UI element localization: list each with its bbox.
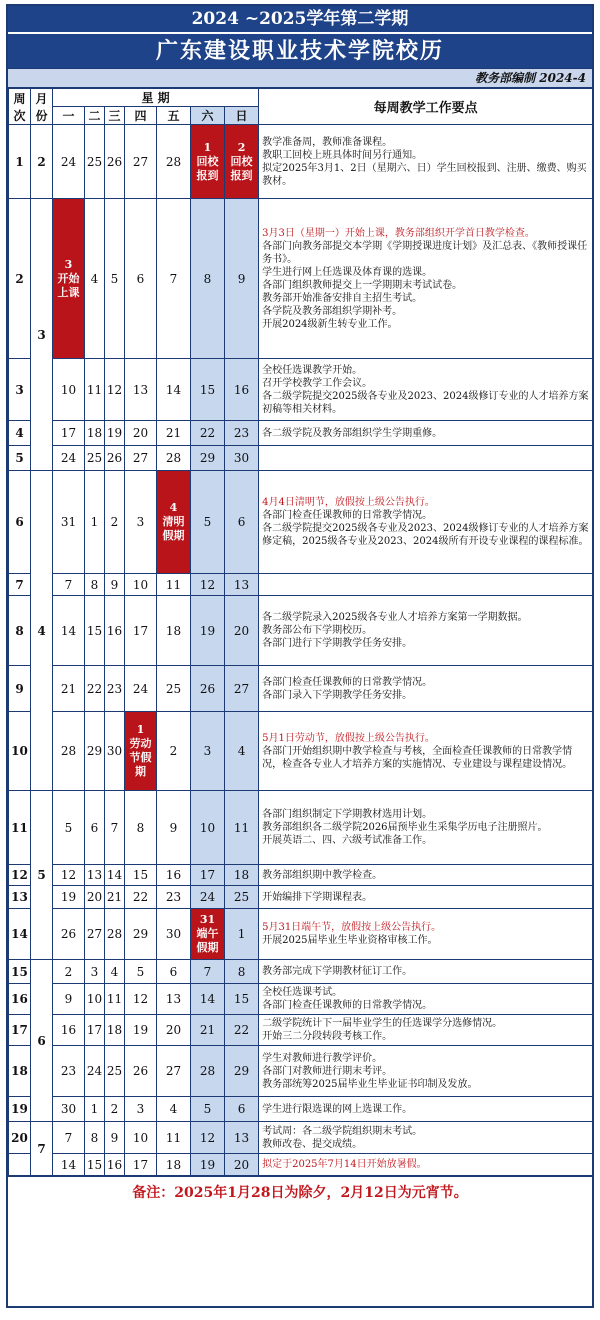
note-line: 各部门组织制定下学期教材选用计划。: [262, 809, 433, 820]
note-line: 教职工回校上班具体时间另行通知。: [262, 149, 423, 161]
semester-title: 2024 ~2025学年第二学期: [8, 6, 592, 34]
week-row: [9, 960, 593, 984]
note-line: 各部门进行下学期教学任务安排。: [262, 638, 413, 649]
note-line: 学生进行网上任选课及体育课的选课。: [262, 266, 433, 278]
week-notes: [259, 199, 593, 359]
week-notes: [259, 1097, 593, 1122]
week-row: [9, 125, 593, 199]
day-cell: 9: [157, 791, 191, 865]
week-row: [9, 865, 593, 886]
week-notes: [259, 574, 593, 596]
month-header: 月份: [31, 89, 53, 125]
note-line: 开始三二分段转段考核工作。: [262, 1031, 393, 1042]
day-cell: 8: [125, 791, 157, 865]
day-cell: 20: [125, 421, 157, 446]
note-line: 各部门录入下学期教学任务安排。: [262, 689, 413, 701]
day-cell: 28: [53, 712, 85, 791]
week-notes: [259, 712, 593, 791]
day-cell: 15: [191, 359, 225, 421]
note-line: 拟定2025年3月1、2日（星期六、日）学生回校报到、注册、缴费、购买教材。: [262, 162, 587, 187]
day-cell: 19: [105, 421, 125, 446]
day-cell: 23: [53, 1046, 85, 1097]
holiday-cell: 4 清明 假期: [157, 471, 191, 574]
day-cell: 14: [191, 984, 225, 1015]
day-cell: 8: [85, 1122, 105, 1154]
week-notes: [259, 1015, 593, 1046]
day-cell: 16: [225, 359, 259, 421]
day-cell: 22: [125, 886, 157, 909]
week-notes: [259, 1122, 593, 1154]
day-cell: 24: [125, 666, 157, 712]
day-cell: 6: [225, 471, 259, 574]
day-cell: 11: [157, 1122, 191, 1154]
note-line: 教务部组织各二级学院2026届预毕业生采集学历电子注册照片。: [262, 822, 548, 833]
day-cell: 30: [157, 909, 191, 960]
day-cell: 31: [53, 471, 85, 574]
day-cell: 28: [157, 125, 191, 199]
week-row: [9, 1154, 593, 1176]
weekday-header-6: 六: [191, 107, 225, 125]
day-cell: 15: [125, 865, 157, 886]
week-number: 6: [9, 471, 31, 574]
day-cell: 19: [53, 886, 85, 909]
note-line: 开展2024级新生转专业工作。: [262, 318, 398, 330]
day-cell: 11: [85, 359, 105, 421]
week-number: 10: [9, 712, 31, 791]
page-title: 广东建设职业技术学院校历: [8, 34, 592, 68]
note-line: 各部门检查任课教师的日常教学情况。: [262, 510, 433, 521]
week-row: [9, 1122, 593, 1154]
day-cell: 10: [85, 984, 105, 1015]
week-row: [9, 712, 593, 791]
note-line: 教务部公布下学期校历。: [262, 625, 373, 636]
note-line: 教务部完成下学期教材征订工作。: [262, 966, 413, 977]
day-cell: 23: [225, 421, 259, 446]
weekday-header-7: 日: [225, 107, 259, 125]
day-cell: 20: [157, 1015, 191, 1046]
day-cell: 19: [191, 596, 225, 666]
day-cell: 16: [105, 1154, 125, 1176]
week-number: 14: [9, 909, 31, 960]
day-cell: 18: [157, 1154, 191, 1176]
week-row: [9, 359, 593, 421]
day-cell: 21: [157, 421, 191, 446]
day-cell: 4: [85, 199, 105, 359]
week-notes: [259, 886, 593, 909]
day-cell: 12: [191, 574, 225, 596]
week-row: [9, 421, 593, 446]
week-number: 19: [9, 1097, 31, 1122]
day-cell: 10: [53, 359, 85, 421]
week-notes: [259, 596, 593, 666]
day-cell: 6: [125, 199, 157, 359]
day-cell: 28: [191, 1046, 225, 1097]
note-line: 开展英语二、四、六级考试准备工作。: [262, 835, 433, 846]
day-cell: 11: [225, 791, 259, 865]
day-cell: 7: [53, 1122, 85, 1154]
day-cell: 26: [53, 909, 85, 960]
note-line: 全校任选课教学开始。: [262, 364, 363, 376]
week-number: 13: [9, 886, 31, 909]
note-line: 考试周：各二级学院组织期末考试。: [262, 1125, 423, 1137]
note-line: 教师改卷、提交成绩。: [262, 1138, 363, 1150]
week-notes: [259, 909, 593, 960]
note-line: 各二级学院录入2025级各专业人才培养方案第一学期数据。: [262, 612, 528, 623]
day-cell: 15: [85, 596, 105, 666]
day-cell: 12: [53, 865, 85, 886]
week-row: [9, 596, 593, 666]
notes-header: 每周教学工作要点: [259, 89, 593, 125]
day-cell: 22: [85, 666, 105, 712]
day-cell: 5: [125, 960, 157, 984]
note-line: 开展2025届毕业生毕业资格审核工作。: [262, 935, 438, 946]
day-cell: 13: [225, 574, 259, 596]
day-cell: 14: [157, 359, 191, 421]
day-cell: 17: [125, 596, 157, 666]
week-notes: [259, 471, 593, 574]
weekday-group-header: 星 期: [53, 89, 259, 107]
day-cell: 15: [85, 1154, 105, 1176]
note-line: 各学院及教务部组织学期补考。: [262, 305, 403, 317]
week-number: 7: [9, 574, 31, 596]
weekday-header-2: 二: [85, 107, 105, 125]
day-cell: 17: [53, 421, 85, 446]
day-cell: 29: [85, 712, 105, 791]
day-cell: 22: [225, 1015, 259, 1046]
week-number: 16: [9, 984, 31, 1015]
day-cell: 18: [225, 865, 259, 886]
week-notes: [259, 666, 593, 712]
week-row: [9, 199, 593, 359]
week-row: [9, 791, 593, 865]
note-line: 5月1日劳动节，放假按上级公告执行。: [262, 732, 435, 744]
day-cell: 6: [157, 960, 191, 984]
month-cell: 5: [31, 791, 53, 960]
day-cell: 30: [225, 446, 259, 471]
day-cell: 1: [85, 471, 105, 574]
day-cell: 13: [157, 984, 191, 1015]
day-cell: 4: [225, 712, 259, 791]
day-cell: 30: [105, 712, 125, 791]
day-cell: 18: [105, 1015, 125, 1046]
day-cell: 6: [225, 1097, 259, 1122]
week-notes: [259, 865, 593, 886]
day-cell: 5: [191, 471, 225, 574]
day-cell: 12: [191, 1122, 225, 1154]
day-cell: 8: [225, 960, 259, 984]
week-notes: [259, 446, 593, 471]
day-cell: 17: [85, 1015, 105, 1046]
week-number: [9, 1154, 31, 1176]
calendar-table: [8, 88, 593, 1176]
week-notes: [259, 791, 593, 865]
day-cell: 23: [157, 886, 191, 909]
week-number: 11: [9, 791, 31, 865]
note-line: 教务部开始准备安排自主招生考试。: [262, 292, 423, 304]
week-row: [9, 984, 593, 1015]
holiday-cell: 1 回校 报到: [191, 125, 225, 199]
holiday-cell: 3 开始 上课: [53, 199, 85, 359]
day-cell: 3: [125, 1097, 157, 1122]
month-cell: 7: [31, 1122, 53, 1176]
note-line: 各部门开始组织期中教学检查与考核，全面检查任课教师的日常教学情况，检查各专业人才培养方案的实施情况、专业建设与课程建设情况。: [262, 745, 573, 770]
note-line: 各部门检查任课教师的日常教学情况。: [262, 1000, 433, 1011]
day-cell: 27: [125, 446, 157, 471]
note-line: 二级学院统计下一届毕业学生的任选课学分选修情况。: [262, 1018, 503, 1029]
month-cell: 3: [31, 199, 53, 471]
day-cell: 20: [225, 596, 259, 666]
editor-label: 教务部编制 2024-4: [8, 68, 592, 88]
note-line: 各部门组织教师提交上一学期期末考试试卷。: [262, 279, 463, 291]
day-cell: 10: [125, 1122, 157, 1154]
note-line: 教学准备周，教师准备课程。: [262, 136, 393, 148]
day-cell: 12: [125, 984, 157, 1015]
week-number: 2: [9, 199, 31, 359]
day-cell: 14: [53, 1154, 85, 1176]
day-cell: 25: [85, 446, 105, 471]
day-cell: 25: [157, 666, 191, 712]
day-cell: 29: [225, 1046, 259, 1097]
day-cell: 5: [191, 1097, 225, 1122]
day-cell: 21: [191, 1015, 225, 1046]
day-cell: 3: [125, 471, 157, 574]
note-line: 4月4日清明节，放假按上级公告执行。: [262, 497, 435, 508]
day-cell: 23: [105, 666, 125, 712]
holiday-cell: 2 回校 报到: [225, 125, 259, 199]
day-cell: 26: [105, 446, 125, 471]
week-row: [9, 909, 593, 960]
day-cell: 27: [85, 909, 105, 960]
day-cell: 16: [105, 596, 125, 666]
day-cell: 16: [157, 865, 191, 886]
note-line: 各二级学院提交2025级各专业及2023、2024级修订专业的人才培养方案初稿等相关材料。: [262, 390, 589, 415]
day-cell: 8: [191, 199, 225, 359]
day-cell: 21: [53, 666, 85, 712]
note-line: 教务部组织期中教学检查。: [262, 869, 383, 881]
day-cell: 6: [85, 791, 105, 865]
week-number: 8: [9, 596, 31, 666]
week-number: 5: [9, 446, 31, 471]
day-cell: 10: [125, 574, 157, 596]
day-cell: 29: [125, 909, 157, 960]
week-number: 1: [9, 125, 31, 199]
week-number: 15: [9, 960, 31, 984]
holiday-cell: 31 端午 假期: [191, 909, 225, 960]
day-cell: 26: [105, 125, 125, 199]
day-cell: 30: [53, 1097, 85, 1122]
day-cell: 22: [191, 421, 225, 446]
note-line: 各部门对教师进行期末考评。: [262, 1065, 393, 1077]
day-cell: 17: [125, 1154, 157, 1176]
day-cell: 20: [225, 1154, 259, 1176]
week-number: 4: [9, 421, 31, 446]
week-notes: [259, 1154, 593, 1176]
week-number: 12: [9, 865, 31, 886]
week-number: 17: [9, 1015, 31, 1046]
day-cell: 21: [105, 886, 125, 909]
day-cell: 9: [105, 574, 125, 596]
day-cell: 10: [191, 791, 225, 865]
day-cell: 29: [191, 446, 225, 471]
day-cell: 24: [53, 125, 85, 199]
week-notes: [259, 359, 593, 421]
week-row: [9, 574, 593, 596]
day-cell: 19: [125, 1015, 157, 1046]
day-cell: 14: [105, 865, 125, 886]
weekday-header-5: 五: [157, 107, 191, 125]
day-cell: 27: [157, 1046, 191, 1097]
week-row: [9, 666, 593, 712]
day-cell: 7: [191, 960, 225, 984]
day-cell: 7: [105, 791, 125, 865]
note-line: 3月3日（星期一）开始上课，教务部组织开学首日教学检查。: [262, 227, 535, 239]
day-cell: 11: [157, 574, 191, 596]
note-line: 教务部统筹2025届毕业生毕业证书印制及发放。: [262, 1078, 478, 1090]
day-cell: 8: [85, 574, 105, 596]
day-cell: 12: [105, 359, 125, 421]
day-cell: 27: [225, 666, 259, 712]
week-row: [9, 446, 593, 471]
day-cell: 7: [53, 574, 85, 596]
week-notes: [259, 984, 593, 1015]
day-cell: 15: [225, 984, 259, 1015]
note-line: 各二级学院及教务部组织学生学期重修。: [262, 427, 443, 439]
week-number: 3: [9, 359, 31, 421]
day-cell: 28: [105, 909, 125, 960]
week-notes: [259, 1046, 593, 1097]
note-line: 拟定于2025年7月14日开始放暑假。: [262, 1159, 427, 1170]
week-number: 9: [9, 666, 31, 712]
day-cell: 2: [53, 960, 85, 984]
day-cell: 1: [85, 1097, 105, 1122]
day-cell: 2: [105, 471, 125, 574]
day-cell: 25: [105, 1046, 125, 1097]
month-cell: 2: [31, 125, 53, 199]
day-cell: 28: [157, 446, 191, 471]
calendar-sheet: [6, 4, 594, 1308]
day-cell: 13: [85, 865, 105, 886]
day-cell: 24: [85, 1046, 105, 1097]
day-cell: 4: [157, 1097, 191, 1122]
day-cell: 7: [157, 199, 191, 359]
note-line: 各部门向教务部提交本学期《学期授课进度计划》及汇总表、《教师授课任务书》。: [262, 240, 588, 265]
day-cell: 1: [225, 909, 259, 960]
week-number: 18: [9, 1046, 31, 1097]
day-cell: 4: [105, 960, 125, 984]
day-cell: 9: [53, 984, 85, 1015]
day-cell: 2: [157, 712, 191, 791]
day-cell: 14: [53, 596, 85, 666]
footer-note: 备注：2025年1月28日为除夕，2月12日为元宵节。: [8, 1176, 592, 1209]
weekday-header-4: 四: [125, 107, 157, 125]
day-cell: 5: [53, 791, 85, 865]
week-row: [9, 1015, 593, 1046]
month-cell: 4: [31, 471, 53, 791]
day-cell: 18: [85, 421, 105, 446]
day-cell: 20: [85, 886, 105, 909]
day-cell: 2: [105, 1097, 125, 1122]
note-line: 学生进行限选课的网上选课工作。: [262, 1103, 413, 1115]
day-cell: 19: [191, 1154, 225, 1176]
note-line: 召开学校教学工作会议。: [262, 377, 373, 389]
weekday-header-1: 一: [53, 107, 85, 125]
day-cell: 3: [191, 712, 225, 791]
note-line: 开始编排下学期课程表。: [262, 891, 373, 903]
week-header: 周次: [9, 89, 31, 125]
note-line: 各部门检查任课教师的日常教学情况。: [262, 676, 433, 688]
day-cell: 9: [105, 1122, 125, 1154]
day-cell: 26: [191, 666, 225, 712]
note-line: 学生对教师进行教学评价。: [262, 1052, 383, 1064]
week-notes: [259, 421, 593, 446]
week-number: 20: [9, 1122, 31, 1154]
day-cell: 13: [125, 359, 157, 421]
holiday-cell: 1 劳动 节假 期: [125, 712, 157, 791]
week-row: [9, 886, 593, 909]
day-cell: 18: [157, 596, 191, 666]
week-row: [9, 1046, 593, 1097]
note-line: 全校任选课考试。: [262, 987, 343, 998]
week-notes: [259, 960, 593, 984]
week-row: [9, 471, 593, 574]
day-cell: 25: [225, 886, 259, 909]
day-cell: 9: [225, 199, 259, 359]
month-cell: 6: [31, 960, 53, 1122]
day-cell: 27: [125, 125, 157, 199]
day-cell: 16: [53, 1015, 85, 1046]
day-cell: 13: [225, 1122, 259, 1154]
day-cell: 24: [53, 446, 85, 471]
day-cell: 24: [191, 886, 225, 909]
weekday-header-3: 三: [105, 107, 125, 125]
day-cell: 3: [85, 960, 105, 984]
day-cell: 5: [105, 199, 125, 359]
note-line: 各二级学院提交2025级各专业及2023、2024级修订专业的人才培养方案修定稿，2025级各专业及2023、2024级所有开设专业课程的课程标准。: [262, 523, 589, 547]
week-notes: [259, 125, 593, 199]
day-cell: 25: [85, 125, 105, 199]
day-cell: 17: [191, 865, 225, 886]
note-line: 5月31日端午节，放假按上级公告执行。: [262, 922, 442, 933]
day-cell: 26: [125, 1046, 157, 1097]
week-row: [9, 1097, 593, 1122]
day-cell: 11: [105, 984, 125, 1015]
